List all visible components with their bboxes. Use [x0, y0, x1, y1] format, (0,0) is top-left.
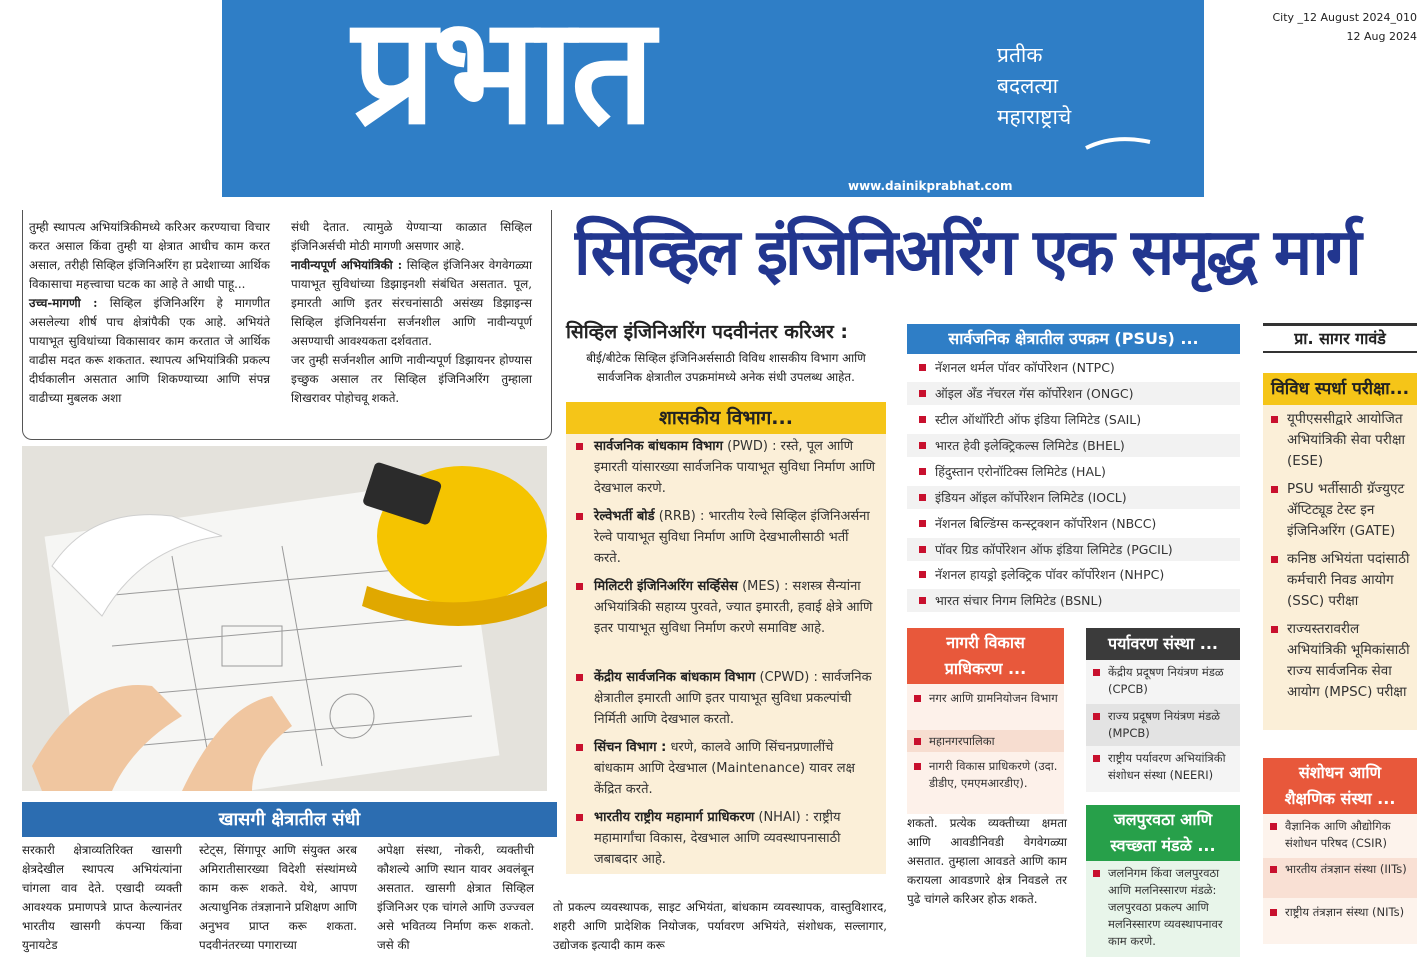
list-item: यूपीएससीद्वारे आयोजित अभियांत्रिकी सेवा परीक्षा (ESE) [1287, 409, 1413, 472]
masthead [222, 0, 1204, 197]
bullet-square-icon [919, 571, 926, 578]
bullet-square-icon [919, 442, 926, 449]
bullet-square-icon [576, 814, 583, 821]
closing-paragraph: शकतो. प्रत्येक व्यक्तीच्या क्षमता आणि आवडीनिवडी वेगवेगळ्या असतात. तुम्हाला आवडते आणि काम करायला आवडणारे क्षेत्र निवडले तर पुढे चांगले करिअर होऊ शकते. [907, 816, 1067, 906]
list-item: केंद्रीय प्रदूषण नियंत्रण मंडळ (CPCB) [1108, 664, 1236, 698]
list-item: सिंचन विभाग : धरणे, कालवे आणि सिंचनप्रणालींचे बांधकाम आणि देखभाल (Maintenance) यावर लक्ष केंद्रित करते. [594, 737, 876, 800]
research-heading-line: संशोधन आणि [1298, 763, 1382, 782]
bullet-square-icon [1271, 416, 1278, 423]
bullet-square-icon [1271, 626, 1278, 633]
list-item: इंडियन ऑइल कॉर्पोरेशन लिमिटेड (IOCL) [907, 486, 1240, 509]
headline: सिव्हिल इंजिनिअरिंग एक समृद्ध मार्ग [574, 216, 1359, 290]
list-item: स्टील ऑथॉरिटी ऑफ इंडिया लिमिटेड (SAIL) [907, 408, 1240, 431]
list-item: भारतीय राष्ट्रीय महामार्ग प्राधिकरण (NHAI) : राष्ट्रीय महामार्गांचा विकास, देखभाल आणि व्यवस्थापनासाठी जबाबदार आहे. [594, 807, 876, 870]
article-photo [22, 446, 547, 791]
masthead-logo: प्रभात [352, 0, 651, 157]
bullet-square-icon [1270, 866, 1277, 873]
edition-line: City _12 August 2024_010 [1272, 11, 1417, 24]
bullet-square-icon [576, 674, 583, 681]
list-item: राष्ट्रीय तंत्रज्ञान संस्था (NITs) [1285, 904, 1413, 921]
list-item: सार्वजनिक बांधकाम विभाग (PWD) : रस्ते, पूल आणि इमारती यांसारख्या सार्वजनिक पायाभूत सुविधा निर्माण आणि देखभाल करणे. [594, 436, 876, 499]
private-column-1: सरकारी क्षेत्राव्यतिरिक्त खासगी क्षेत्रदेखील स्थापत्य अभियंत्यांना चांगला वाव देते. एखादी व्यक्ती आवश्यक प्रमाणपत्रे प्राप्त केल्यानंतर भारतीय खासगी कंपन्या किंवा युनायटेड [22, 843, 182, 952]
research-list [1263, 814, 1417, 944]
author-byline: प्रा. सागर गावंडे [1263, 323, 1417, 353]
bullet-square-icon [919, 364, 926, 371]
list-item: कनिष्ठ अभियंता पदांसाठी कर्मचारी निवड आयोग (SSC) परीक्षा [1287, 549, 1413, 612]
list-item: राज्य प्रदूषण नियंत्रण मंडळे (MPCB) [1086, 704, 1240, 746]
urban-heading-line: प्राधिकरण ... [944, 659, 1027, 678]
intro-subhead: उच्च-मागणी : [29, 296, 98, 310]
bullet-square-icon [576, 513, 583, 520]
private-column-3: अपेक्षा संस्था, नोकरी, व्यक्तीची कौशल्ये आणि स्थान यावर अवलंबून असतात. खासगी क्षेत्रात सिव्हिल इंजिनिअर एक चांगले आणि उज्ज्वल असे भवितव्य निर्माण करू शकतो. जसे की [377, 843, 534, 952]
water-heading-line: स्वच्छता मंडळे ... [1110, 836, 1216, 855]
career-heading: सिव्हिल इंजिनिअरिंग पदवीनंतर करिअर : [566, 321, 849, 343]
list-item: नॅशनल बिल्डिंग्स कन्स्ट्रक्शन कॉर्पोरेशन (NBCC) [907, 512, 1240, 535]
list-item: केंद्रीय सार्वजनिक बांधकाम विभाग (CPWD) : सार्वजनिक क्षेत्रातील इमारती आणि इतर पायाभूत सुविधा प्रकल्पांची निर्मिती आणि देखभाल करतो. [594, 667, 876, 730]
urban-list [907, 684, 1064, 814]
list-item: ऑइल अँड नॅचरल गॅस कॉर्पोरेशन (ONGC) [907, 382, 1240, 405]
bullet-square-icon [576, 443, 583, 450]
research-heading-line: शैक्षणिक संस्था ... [1284, 789, 1396, 808]
psu-heading: सार्वजनिक क्षेत्रातील उपक्रम (PSUs) ... [907, 324, 1240, 354]
list-item: नागरी विकास प्राधिकरणे (उदा. डीडीए, एमएमआरडीए). [929, 758, 1059, 792]
government-heading: शासकीय विभाग... [566, 402, 886, 434]
intro-paragraph: तुम्ही स्थापत्य अभियांत्रिकीमध्ये करिअर करण्याचा विचार करत असाल किंवा तुम्ही या क्षेत्रात आधीच काम करत असाल, तरीही सिव्हिल इंजिनिअरिंग हा प्रदेशाच्या आर्थिक विकासाचा महत्त्वाचा घटक का आहे ते आधी पाहू... [29, 220, 270, 291]
bullet-square-icon [919, 416, 926, 423]
bullet-square-icon [576, 744, 583, 751]
bullet-square-icon [914, 695, 921, 702]
intro-column-2 [291, 218, 532, 408]
list-item: PSU भर्तीसाठी ग्रॅज्युएट ॲप्टिट्यूड टेस्ट इन इंजिनिअरिंग (GATE) [1287, 479, 1413, 542]
private-column-2: स्टेट्स, सिंगापूर आणि संयुक्त अरब अमिरातीसारख्या विदेशी संस्थांमध्ये काम करू शकते. येथे, आपण अत्याधुनिक तंत्रज्ञानाने प्रशिक्षण आणि अनुभव प्राप्त करू शकता. पदवीनंतरच्या पगाराच्या [199, 843, 357, 952]
intro-column-1 [29, 218, 270, 408]
bullet-square-icon [1270, 909, 1277, 916]
bullet-square-icon [1093, 755, 1100, 762]
government-list [566, 434, 886, 874]
research-heading [1263, 758, 1417, 814]
intro-paragraph: संधी देतात. त्यामुळे येण्याऱ्या काळात सिव्हिल इंजिनिअर्सची मोठी मागणी असणार आहे. [291, 220, 532, 253]
bullet-square-icon [1271, 486, 1278, 493]
intro-paragraph: सिव्हिल इंजिनिअर वेगवेगळ्या पायाभूत सुविधांच्या डिझाइनशी संबंधित असतात. पूल, इमारती आणि इतर संरचनांसाठी असंख्य डिझाइन्स सिव्हिल इंजिनियर्सना सर्जनशील आणि नावीन्यपूर्ण असण्याची आवश्यकता दर्शवतात. [291, 258, 533, 348]
tagline-line: महाराष्ट्राचे [997, 105, 1072, 129]
list-item: नॅशनल थर्मल पॉवर कॉर्पोरेशन (NTPC) [907, 356, 1240, 379]
bullet-square-icon [919, 468, 926, 475]
bullet-square-icon [919, 494, 926, 501]
urban-heading [907, 628, 1064, 684]
list-item: नगर आणि ग्रामनियोजन विभाग [929, 690, 1059, 707]
list-item: जलनिगम किंवा जलपुरवठा आणि मलनिस्सारण मंडळे: जलपुरवठा प्रकल्प आणि मलनिस्सारण व्यवस्थापनावर काम करणे. [1108, 865, 1236, 950]
intro-subhead: नावीन्यपूर्ण अभियांत्रिकी : [291, 258, 403, 272]
private-sector-heading: खासगी क्षेत्रातील संधी [22, 802, 557, 837]
list-item: मिलिटरी इंजिनिअरिंग सर्व्हिसेस (MES) : सशस्त्र सैन्यांना अभियांत्रिकी सहाय्य पुरवते, ज्यात इमारती, हवाई क्षेत्रे आणि इतर पायाभूत सुविधा निर्माण करणे समाविष्ट आहे. [594, 576, 876, 639]
bullet-square-icon [1271, 556, 1278, 563]
bullet-square-icon [919, 546, 926, 553]
list-item: राष्ट्रीय पर्यावरण अभियांत्रिकी संशोधन संस्था (NEERI) [1108, 750, 1236, 784]
private-column-4: तो प्रकल्प व्यवस्थापक, साइट अभियंता, बांधकाम व्यवस्थापक, वास्तुविशारद, शहरी आणि प्रादेशिक नियोजक, पर्यावरण अभियंते, संशोधक, सल्लागार, उद्योजक इत्यादी काम करू [553, 900, 887, 952]
list-item: भारत हेवी इलेक्ट्रिकल्स लिमिटेड (BHEL) [907, 434, 1240, 457]
masthead-tagline [997, 40, 1071, 133]
bullet-square-icon [914, 738, 921, 745]
bullet-square-icon [1093, 669, 1100, 676]
blueprint-helmet-illustration [22, 446, 547, 791]
exams-list [1263, 405, 1417, 730]
tagline-line: प्रतीक [997, 43, 1043, 67]
intro-paragraph: सिव्हिल इंजिनिअरिंग हे मागणीत असलेल्या शीर्ष पाच क्षेत्रांपैकी एक आहे. अभियंते पायाभूत सुविधांच्या विकासावर काम करतात जे आर्थिक वाढीस मदत करू शकतात. स्थापत्य अभियांत्रिकी प्रकल्प दीर्घकालीन असतात आणि शिकण्याच्या आणि संपन्न वाढीच्या मुबलक अशा [29, 296, 270, 405]
bullet-square-icon [919, 597, 926, 604]
water-list [1086, 861, 1240, 957]
edition-info [1210, 8, 1417, 46]
bullet-square-icon [914, 763, 921, 770]
list-item: राज्यस्तरावरील अभियांत्रिकी भूमिकांसाठी राज्य सार्वजनिक सेवा आयोग (MPSC) परीक्षा [1287, 619, 1413, 703]
bullet-square-icon [919, 390, 926, 397]
list-item: भारत संचार निगम लिमिटेड (BSNL) [907, 589, 1240, 612]
environment-heading: पर्यावरण संस्था ... [1086, 628, 1240, 660]
intro-paragraph: जर तुम्ही सर्जनशील आणि नावीन्यपूर्ण डिझायनर होण्यास इच्छुक असाल तर सिव्हिल इंजिनिअरिंग तुम्हाला शिखरावर पोहोचवू शकते. [291, 353, 532, 405]
list-item: रेल्वेभर्ती बोर्ड (RRB) : भारतीय रेल्वे सिव्हिल इंजिनिअर्सना रेल्वे पायाभूत सुविधा निर्माण आणि देखभालीसाठी भर्ती करते. [594, 506, 876, 569]
bullet-square-icon [576, 583, 583, 590]
list-item: वैज्ञानिक आणि औद्योगिक संशोधन परिषद (CSIR) [1285, 818, 1413, 852]
water-heading [1086, 805, 1240, 861]
environment-list [1086, 660, 1240, 792]
bullet-square-icon [1270, 823, 1277, 830]
water-heading-line: जलपुरवठा आणि [1113, 810, 1213, 829]
list-item: नॅशनल हायड्रो इलेक्ट्रिक पॉवर कॉर्पोरेशन (NHPC) [907, 563, 1240, 586]
list-item: हिंदुस्तान एरोनॉटिक्स लिमिटेड (HAL) [907, 460, 1240, 483]
career-intro: बीई/बीटेक सिव्हिल इंजिनिअर्ससाठी विविध शासकीय विभाग आणि सार्वजनिक क्षेत्रातील उपक्रमांमध्ये अनेक संधी उपलब्ध आहेत. [586, 351, 866, 384]
list-item: महानगरपालिका [907, 730, 1064, 752]
bullet-square-icon [1093, 713, 1100, 720]
list-item: भारतीय तंत्रज्ञान संस्था (IITs) [1263, 858, 1417, 898]
website-url: www.dainikprabhat.com [848, 179, 1013, 193]
edition-date: 12 Aug 2024 [1346, 30, 1417, 43]
exams-heading: विविध स्पर्धा परीक्षा... [1263, 373, 1417, 405]
bullet-square-icon [1093, 870, 1100, 877]
urban-heading-line: नागरी विकास [946, 633, 1025, 652]
bullet-square-icon [919, 520, 926, 527]
list-item: पॉवर ग्रिड कॉर्पोरेशन ऑफ इंडिया लिमिटेड (PGCIL) [907, 538, 1240, 561]
tagline-swoosh-icon [1084, 128, 1154, 154]
tagline-line: बदलत्या [997, 74, 1059, 98]
